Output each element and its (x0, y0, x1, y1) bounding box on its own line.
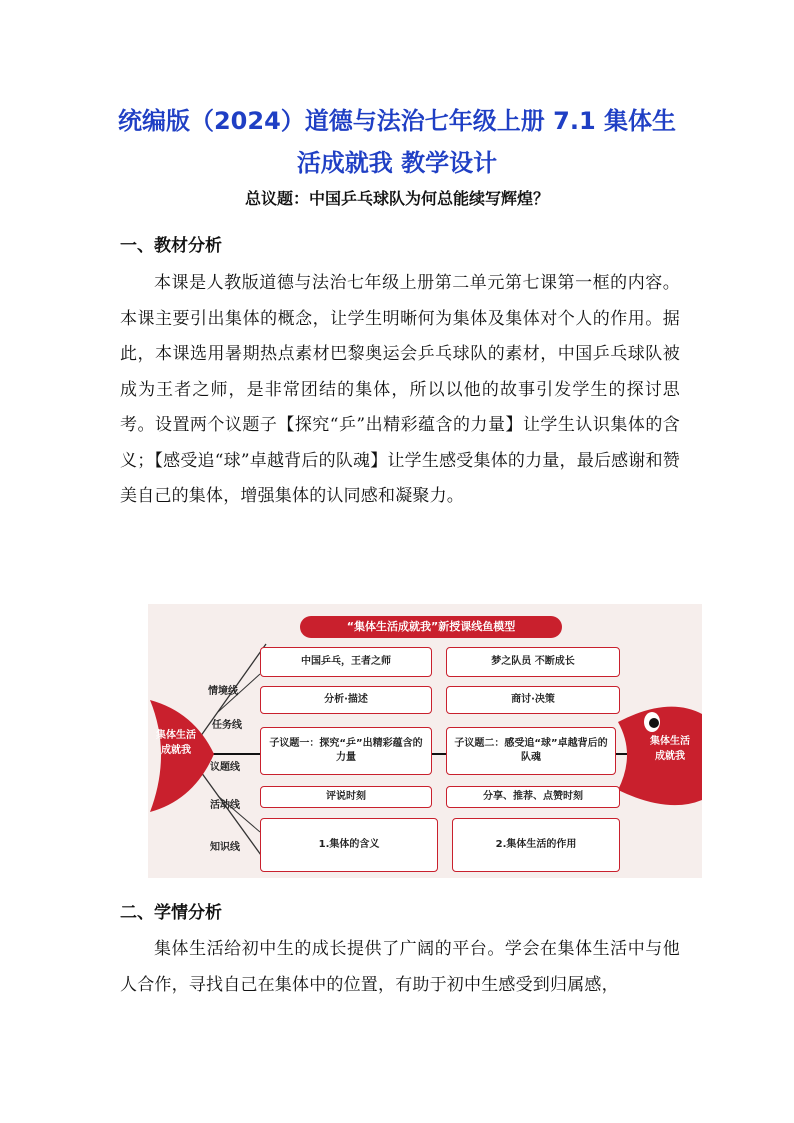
fishbone-diagram (148, 604, 702, 878)
box-right-activity: 分享、推荐、点赞时刻 (446, 786, 620, 808)
box-right-knowledge: 2.集体生活的作用 (452, 818, 620, 872)
box-left-knowledge: 1.集体的含义 (260, 818, 438, 872)
box-right-task: 商讨·决策 (446, 686, 620, 714)
subtitle: 总议题：中国乒乓球队为何总能续写辉煌？ (244, 189, 549, 208)
box-left-task: 分析·描述 (260, 686, 432, 714)
line-label-knowledge: 知识线 (210, 842, 240, 853)
document-title (100, 100, 694, 184)
box-left-topic: 子议题一：探究“乒”出精彩蕴含的力量 (260, 727, 432, 775)
box-left-situation: 中国乒乓，王者之师 (260, 647, 432, 677)
section-heading-1: 一、教材分析 (120, 236, 222, 256)
line-label-situation: 情境线 (208, 686, 238, 697)
box-left-activity: 评说时刻 (260, 786, 432, 808)
title-line-1: 统编版（2024）道德与法治七年级上册 7.1 集体生 (117, 107, 677, 135)
title-line-2: 活成就我 教学设计 (296, 149, 498, 177)
fish-left-label: 集体生活成就我 (156, 730, 196, 756)
section-heading-2: 二、学情分析 (120, 903, 222, 923)
section-paragraph-1 (120, 266, 680, 515)
diagram-title: “集体生活成就我”新授课线鱼模型 (300, 616, 562, 638)
line-label-task: 任务线 (212, 720, 242, 731)
line-label-activity: 活动线 (210, 800, 240, 811)
section-paragraph-2 (120, 932, 680, 1003)
box-right-situation: 梦之队员 不断成长 (446, 647, 620, 677)
paragraph-text: 本课是人教版道德与法治七年级上册第二单元第七课第一框的内容。本课主要引出集体的概念，让学生明晰何为集体及集体对个人的作用。据此，本课选用暑期热点素材巴黎奥运会乒乓球队的素材，中国乒乓球队被成为王者之师，是非常团结的集体，所以以他的故事引发学生的探讨思考。设置两个议题子【探究“乒”出精彩蕴含的力量】让学生认识集体的含义；【感受追“球”卓越背后的队魂】让学生感受集体的力量，最后感谢和赞美自己的集体，增强集体的认同感和凝聚力。 (120, 273, 680, 506)
fish-right-label: 集体生活成就我 (650, 736, 690, 762)
paragraph-text: 集体生活给初中生的成长提供了广阔的平台。学会在集体生活中与他人合作，寻找自己在集体中的位置，有助于初中生感受到归属感， (120, 939, 680, 995)
line-label-topic: 议题线 (210, 762, 240, 773)
box-right-topic: 子议题二：感受追“球”卓越背后的队魂 (446, 727, 616, 775)
